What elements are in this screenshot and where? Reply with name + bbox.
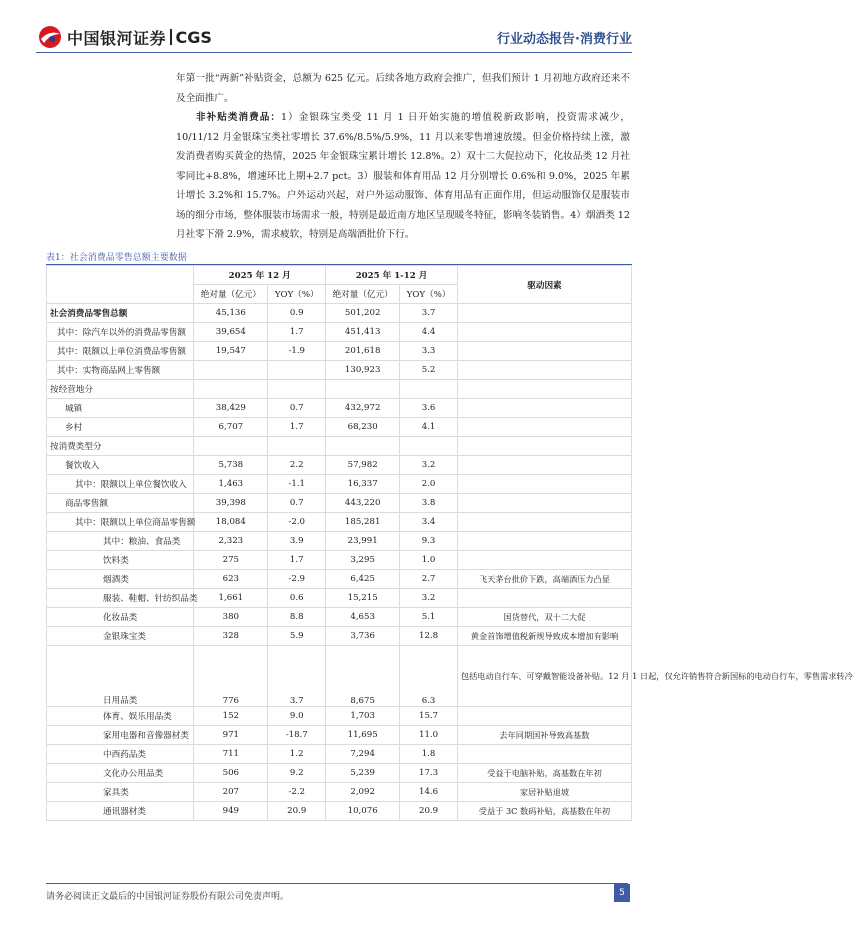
- row-ytd-abs-cell: 8,675: [326, 646, 400, 707]
- row-ytd-abs-cell: 3,736: [326, 627, 400, 646]
- paragraph-non-subsidy: [176, 108, 630, 245]
- row-driver-cell: 包括电动自行车、可穿戴智能设备补贴。12 月 1 日起，仅允许销售符合新国标的电动自行车，零售需求转冷: [457, 646, 631, 707]
- row-dec-yoy-cell: [268, 361, 326, 380]
- row-dec-abs-cell: 6,707: [194, 418, 268, 437]
- row-ytd-yoy-cell: 17.3: [400, 764, 458, 783]
- table-row: [47, 764, 632, 783]
- row-ytd-abs-cell: 15,215: [326, 589, 400, 608]
- row-name-cell: 体育、娱乐用品类: [47, 707, 194, 726]
- row-dec-yoy-cell: 20.9: [268, 802, 326, 821]
- row-dec-abs-cell: 949: [194, 802, 268, 821]
- row-ytd-yoy-cell: 12.8: [400, 627, 458, 646]
- row-driver-cell: 家居补贴退坡: [457, 783, 631, 802]
- row-dec-yoy-cell: 9.0: [268, 707, 326, 726]
- row-driver-cell: [457, 707, 631, 726]
- row-name-cell: 化妆品类: [47, 608, 194, 627]
- row-ytd-yoy-cell: 3.7: [400, 304, 458, 323]
- row-ytd-abs-cell: 3,295: [326, 551, 400, 570]
- row-driver-cell: [457, 380, 631, 399]
- row-ytd-abs-cell: 185,281: [326, 513, 400, 532]
- header-divider: [36, 52, 632, 53]
- row-ytd-abs-cell: 130,923: [326, 361, 400, 380]
- row-ytd-abs-cell: 432,972: [326, 399, 400, 418]
- row-driver-cell: [457, 437, 631, 456]
- table-row: [47, 745, 632, 764]
- row-ytd-yoy-cell: [400, 380, 458, 399]
- row-name-cell: 其中：粮油、食品类: [47, 532, 194, 551]
- row-ytd-abs-cell: 68,230: [326, 418, 400, 437]
- row-name-cell: 中西药品类: [47, 745, 194, 764]
- row-dec-abs-cell: 152: [194, 707, 268, 726]
- header-dec-2025: 2025 年 12 月: [194, 266, 326, 285]
- row-dec-yoy-cell: -1.1: [268, 475, 326, 494]
- table-row: [47, 532, 632, 551]
- retail-sales-table: [46, 265, 853, 821]
- row-dec-yoy-cell: -2.0: [268, 513, 326, 532]
- row-dec-abs-cell: 18,084: [194, 513, 268, 532]
- table-caption: 表1：社会消费品零售总额主要数据: [46, 253, 187, 263]
- table-row: [47, 323, 632, 342]
- subheader-abs-ytd: 绝对量（亿元）: [326, 285, 400, 304]
- row-name-cell: 服装、鞋帽、针纺织品类: [47, 589, 194, 608]
- row-driver-cell: [457, 456, 631, 475]
- table-row: [47, 494, 632, 513]
- row-driver-cell: [457, 361, 631, 380]
- row-driver-cell: [457, 418, 631, 437]
- row-dec-abs-cell: 971: [194, 726, 268, 745]
- row-ytd-yoy-cell: 1.0: [400, 551, 458, 570]
- table-row: [47, 627, 632, 646]
- row-ytd-yoy-cell: 3.4: [400, 513, 458, 532]
- table-row: [47, 570, 632, 589]
- row-dec-abs-cell: 39,654: [194, 323, 268, 342]
- row-dec-yoy-cell: 0.9: [268, 304, 326, 323]
- row-dec-yoy-cell: [268, 437, 326, 456]
- row-dec-abs-cell: 19,547: [194, 342, 268, 361]
- row-ytd-yoy-cell: 4.4: [400, 323, 458, 342]
- row-name-cell: 商品零售额: [47, 494, 194, 513]
- paragraph-body: 1）金银珠宝类受 11 月 1 日开始实施的增值税新政影响，投资需求减少，10/11/12 月金银珠宝类社零增长 37.6%/8.5%/5.9%，11 月以来零售增速放缓。但金价格持续上涨，激发消费者购买黄金的热情，2025 年金银珠宝累计增长 12.8%。2）双十二大促拉动下，化妆品类 12 月社零同比+8.8%，增速环比上期+2.7 pct。3）服装和体育用品 12 月分别增长 0.6%和 9.0%，2025 年累计增长 3.2%和 15.7%。户外运动兴起，对户外运动服饰、体育用品有正面作用，但运动服饰仅是服装市场的细分市场，整体服装市场需求一般，特别是最近南方地区呈现暖冬特征，影响冬装销售。4）烟酒类 12 月社零下滑 2.9%，需求疲软，特别是高端酒批价下行。: [176, 112, 630, 240]
- footer-disclaimer: 请务必阅读正文最后的中国银河证券股份有限公司免责声明。: [46, 892, 290, 902]
- row-dec-yoy-cell: 1.7: [268, 323, 326, 342]
- subheader-yoy-dec: YOY（%）: [268, 285, 326, 304]
- table-row: [47, 608, 632, 627]
- row-dec-abs-cell: 1,463: [194, 475, 268, 494]
- row-dec-abs-cell: 1,661: [194, 589, 268, 608]
- row-driver-cell: 国货替代，双十二大促: [457, 608, 631, 627]
- row-name-cell: 金银珠宝类: [47, 627, 194, 646]
- row-dec-yoy-cell: -2.2: [268, 783, 326, 802]
- row-driver-cell: 黄金首饰增值税新规导致成本增加有影响: [457, 627, 631, 646]
- table-row: [47, 361, 632, 380]
- row-ytd-abs-cell: 10,076: [326, 802, 400, 821]
- paragraph-subsidy: 年第一批“两新”补贴资金，总额为 625 亿元。后续各地方政府会推广，但我们预计 1 月初地方政府还来不及全面推广。: [176, 73, 630, 104]
- row-dec-yoy-cell: 1.7: [268, 418, 326, 437]
- row-driver-cell: 去年同期国补导致高基数: [457, 726, 631, 745]
- table-row: [47, 418, 632, 437]
- table-row: [47, 707, 632, 726]
- row-name-cell: 乡村: [47, 418, 194, 437]
- row-driver-cell: [457, 494, 631, 513]
- row-dec-yoy-cell: 5.9: [268, 627, 326, 646]
- row-ytd-abs-cell: 201,618: [326, 342, 400, 361]
- row-ytd-abs-cell: 6,425: [326, 570, 400, 589]
- row-dec-yoy-cell: 0.7: [268, 399, 326, 418]
- header-driver: 驱动因素: [457, 266, 631, 304]
- row-dec-yoy-cell: -2.9: [268, 570, 326, 589]
- row-name-cell: 按经营地分: [47, 380, 194, 399]
- subheader-abs-dec: 绝对量（亿元）: [194, 285, 268, 304]
- table-row: [47, 399, 632, 418]
- row-name-cell: 社会消费品零售总额: [47, 304, 194, 323]
- row-dec-abs-cell: 711: [194, 745, 268, 764]
- row-ytd-yoy-cell: [400, 437, 458, 456]
- row-name-cell: 其中：实物商品网上零售额: [47, 361, 194, 380]
- row-driver-cell: 飞天茅台批价下跌，高端酒压力凸显: [457, 570, 631, 589]
- logo-english-name: CGS: [175, 27, 212, 47]
- row-dec-abs-cell: 776: [194, 646, 268, 707]
- table-row: [47, 783, 632, 802]
- row-driver-cell: [457, 399, 631, 418]
- row-dec-abs-cell: 38,429: [194, 399, 268, 418]
- row-dec-yoy-cell: 0.6: [268, 589, 326, 608]
- row-name-cell: 日用品类: [47, 646, 194, 707]
- row-dec-yoy-cell: 8.8: [268, 608, 326, 627]
- row-ytd-yoy-cell: 6.3: [400, 646, 458, 707]
- row-ytd-abs-cell: 451,413: [326, 323, 400, 342]
- row-ytd-abs-cell: 23,991: [326, 532, 400, 551]
- table-row: [47, 802, 632, 821]
- row-driver-cell: [457, 589, 631, 608]
- table-header-row: [47, 266, 632, 285]
- table-row: [47, 551, 632, 570]
- table-row: [47, 646, 632, 707]
- logo-chinese-name: 中国银河证券: [67, 28, 167, 48]
- table-row: [47, 589, 632, 608]
- row-ytd-yoy-cell: 15.7: [400, 707, 458, 726]
- row-name-cell: 烟酒类: [47, 570, 194, 589]
- row-dec-yoy-cell: -1.9: [268, 342, 326, 361]
- row-ytd-yoy-cell: 4.1: [400, 418, 458, 437]
- row-ytd-abs-cell: 1,703: [326, 707, 400, 726]
- row-dec-abs-cell: [194, 380, 268, 399]
- row-driver-cell: 受益于 3C 数码补贴，高基数在年初: [457, 802, 631, 821]
- row-ytd-yoy-cell: 3.2: [400, 456, 458, 475]
- header-blank-cell: [47, 266, 194, 304]
- report-type-label: 行业动态报告·消费行业: [497, 32, 632, 47]
- paragraph-label: 非补贴类消费品：: [196, 112, 282, 123]
- row-ytd-yoy-cell: 2.7: [400, 570, 458, 589]
- row-name-cell: 餐饮收入: [47, 456, 194, 475]
- subheader-yoy-ytd: YOY（%）: [400, 285, 458, 304]
- table-row: [47, 475, 632, 494]
- row-dec-yoy-cell: 3.9: [268, 532, 326, 551]
- row-dec-abs-cell: 623: [194, 570, 268, 589]
- row-dec-abs-cell: 5,738: [194, 456, 268, 475]
- row-name-cell: 城镇: [47, 399, 194, 418]
- footer-divider: [46, 883, 628, 884]
- row-ytd-abs-cell: [326, 437, 400, 456]
- table-row: [47, 380, 632, 399]
- row-name-cell: 文化办公用品类: [47, 764, 194, 783]
- row-ytd-abs-cell: 16,337: [326, 475, 400, 494]
- row-name-cell: 饮料类: [47, 551, 194, 570]
- row-name-cell: 通讯器材类: [47, 802, 194, 821]
- row-ytd-abs-cell: 4,653: [326, 608, 400, 627]
- row-dec-yoy-cell: [268, 380, 326, 399]
- row-ytd-yoy-cell: 9.3: [400, 532, 458, 551]
- row-dec-abs-cell: 39,398: [194, 494, 268, 513]
- table-row: [47, 726, 632, 745]
- logo-divider: [170, 29, 172, 45]
- row-name-cell: 家具类: [47, 783, 194, 802]
- table-row: [47, 342, 632, 361]
- table-row: [47, 304, 632, 323]
- row-driver-cell: [457, 551, 631, 570]
- row-driver-cell: [457, 745, 631, 764]
- row-driver-cell: [457, 532, 631, 551]
- row-ytd-yoy-cell: 2.0: [400, 475, 458, 494]
- row-ytd-abs-cell: 7,294: [326, 745, 400, 764]
- row-dec-yoy-cell: 2.2: [268, 456, 326, 475]
- table-row: [47, 513, 632, 532]
- row-dec-yoy-cell: 1.7: [268, 551, 326, 570]
- row-name-cell: 其中：限额以上单位餐饮收入: [47, 475, 194, 494]
- row-driver-cell: [457, 323, 631, 342]
- row-ytd-yoy-cell: 5.1: [400, 608, 458, 627]
- row-dec-abs-cell: [194, 437, 268, 456]
- table-row: [47, 437, 632, 456]
- row-driver-cell: [457, 342, 631, 361]
- row-name-cell: 家用电器和音像器材类: [47, 726, 194, 745]
- page-number: 5: [614, 884, 630, 902]
- row-ytd-abs-cell: 443,220: [326, 494, 400, 513]
- row-ytd-yoy-cell: 11.0: [400, 726, 458, 745]
- row-name-cell: 其中：除汽车以外的消费品零售额: [47, 323, 194, 342]
- row-dec-abs-cell: 380: [194, 608, 268, 627]
- row-ytd-yoy-cell: 3.3: [400, 342, 458, 361]
- row-name-cell: 按消费类型分: [47, 437, 194, 456]
- row-dec-abs-cell: [194, 361, 268, 380]
- row-ytd-abs-cell: [326, 380, 400, 399]
- row-dec-yoy-cell: 1.2: [268, 745, 326, 764]
- row-driver-cell: [457, 513, 631, 532]
- row-ytd-yoy-cell: 3.2: [400, 589, 458, 608]
- row-ytd-yoy-cell: 3.8: [400, 494, 458, 513]
- row-driver-cell: 受益于电脑补贴，高基数在年初: [457, 764, 631, 783]
- row-dec-yoy-cell: 9.2: [268, 764, 326, 783]
- row-ytd-yoy-cell: 20.9: [400, 802, 458, 821]
- row-dec-yoy-cell: 3.7: [268, 646, 326, 707]
- row-dec-abs-cell: 45,136: [194, 304, 268, 323]
- page-header: [0, 0, 662, 52]
- galaxy-logo-icon: [38, 25, 62, 49]
- row-dec-abs-cell: 207: [194, 783, 268, 802]
- row-ytd-abs-cell: 5,239: [326, 764, 400, 783]
- row-name-cell: 其中：限额以上单位商品零售额: [47, 513, 194, 532]
- header-full-year-2025: 2025 年 1-12 月: [326, 266, 458, 285]
- row-dec-abs-cell: 2,323: [194, 532, 268, 551]
- table-row: [47, 456, 632, 475]
- cgs-logo: [38, 25, 212, 49]
- row-dec-yoy-cell: 0.7: [268, 494, 326, 513]
- row-ytd-abs-cell: 2,092: [326, 783, 400, 802]
- row-ytd-yoy-cell: 14.6: [400, 783, 458, 802]
- row-dec-abs-cell: 275: [194, 551, 268, 570]
- row-ytd-abs-cell: 57,982: [326, 456, 400, 475]
- row-ytd-abs-cell: 501,202: [326, 304, 400, 323]
- row-ytd-yoy-cell: 1.8: [400, 745, 458, 764]
- row-ytd-abs-cell: 11,695: [326, 726, 400, 745]
- row-name-cell: 其中：限额以上单位消费品零售额: [47, 342, 194, 361]
- row-driver-cell: [457, 475, 631, 494]
- row-ytd-yoy-cell: 5.2: [400, 361, 458, 380]
- row-dec-abs-cell: 506: [194, 764, 268, 783]
- row-driver-cell: [457, 304, 631, 323]
- row-ytd-yoy-cell: 3.6: [400, 399, 458, 418]
- row-dec-abs-cell: 328: [194, 627, 268, 646]
- row-dec-yoy-cell: -18.7: [268, 726, 326, 745]
